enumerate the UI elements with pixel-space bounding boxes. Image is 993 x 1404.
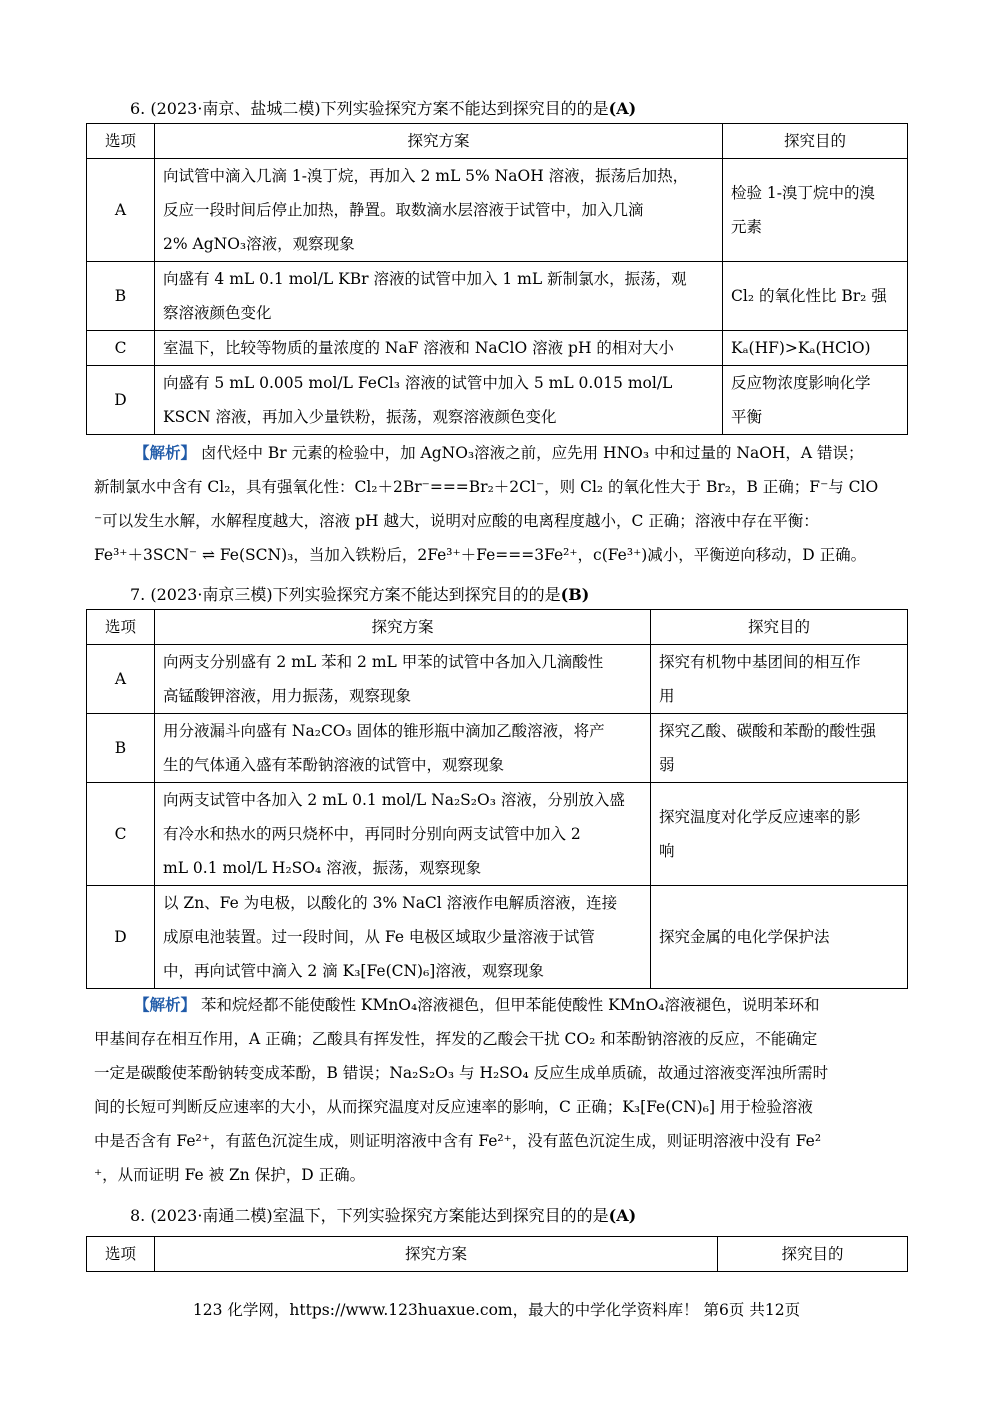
scheme-cell	[155, 886, 651, 989]
option-label: C	[87, 783, 155, 886]
purpose-cell	[723, 159, 908, 262]
question-7-stem	[130, 582, 589, 605]
purpose-line: 检验 1-溴丁烷中的溴	[731, 184, 876, 202]
scheme-line: 向试管中滴入几滴 1-溴丁烷，再加入 2 mL 5% NaOH 溶液，振荡后加热，	[163, 167, 689, 185]
header-option: 选项	[87, 1237, 155, 1272]
header-purpose: 探究目的	[651, 610, 908, 645]
question-8-table	[86, 1236, 908, 1272]
analysis-text: 苯和烷烃都不能使酸性 KMnO₄溶液褪色，但甲苯能使酸性 KMnO₄溶液褪色，说明苯环和	[196, 996, 820, 1014]
analysis-line: ⁻可以发生水解，水解程度越大，溶液 pH 越大，说明对应酸的电离程度越小，C 正确；溶液中存在平衡：	[94, 512, 819, 530]
purpose-line: Cl₂ 的氧化性比 Br₂ 强	[731, 287, 887, 305]
option-label: D	[87, 886, 155, 989]
header-scheme: 探究方案	[155, 124, 723, 159]
question-6-table	[86, 123, 908, 435]
analysis-tag: 【解析】	[134, 443, 197, 462]
table-header-row	[87, 1237, 908, 1272]
table-row	[87, 366, 908, 435]
question-6-analysis	[94, 436, 908, 572]
table-row	[87, 886, 908, 989]
analysis-line: 甲基间存在相互作用，A 正确；乙酸具有挥发性，挥发的乙酸会干扰 CO₂ 和苯酚钠溶液的反应，不能确定	[94, 1030, 818, 1048]
scheme-line: 向盛有 4 mL 0.1 mol/L KBr 溶液的试管中加入 1 mL 新制氯水，振荡，观	[163, 270, 687, 288]
option-label: D	[87, 366, 155, 435]
purpose-cell	[651, 714, 908, 783]
question-7-table	[86, 609, 908, 989]
scheme-cell	[155, 159, 723, 262]
question-7-analysis	[94, 988, 908, 1192]
scheme-line: 用分液漏斗向盛有 Na₂CO₃ 固体的锥形瓶中滴加乙酸溶液，将产	[163, 722, 605, 740]
page-footer: 123 化学网，https://www.123huaxue.com，最大的中学化学资料库！ 第6页 共12页	[192, 1301, 801, 1319]
analysis-line: Fe³⁺＋3SCN⁻ ⇌ Fe(SCN)₃，当加入铁粉后，2Fe³⁺＋Fe===3Fe²⁺，c(Fe³⁺)减小，平衡逆向移动，D 正确。	[94, 546, 867, 564]
table-row	[87, 783, 908, 886]
table-row	[87, 714, 908, 783]
header-option: 选项	[87, 610, 155, 645]
header-option: 选项	[87, 124, 155, 159]
scheme-line: 高锰酸钾溶液，用力振荡，观察现象	[163, 687, 412, 705]
purpose-cell	[651, 783, 908, 886]
scheme-line: 成原电池装置。过一段时间，从 Fe 电极区域取少量溶液于试管	[163, 928, 595, 946]
scheme-cell	[155, 714, 651, 783]
header-purpose: 探究目的	[718, 1237, 908, 1272]
analysis-line: 一定是碳酸使苯酚钠转变成苯酚，B 错误；Na₂S₂O₃ 与 H₂SO₄ 反应生成单质硫，故通过溶液变浑浊所需时	[94, 1064, 829, 1082]
scheme-cell	[155, 262, 723, 331]
purpose-cell	[651, 645, 908, 714]
scheme-line: 向盛有 5 mL 0.005 mol/L FeCl₃ 溶液的试管中加入 5 mL 0.015 mol/L	[163, 374, 673, 392]
table-header-row	[87, 610, 908, 645]
scheme-line: mL 0.1 mol/L H₂SO₄ 溶液，振荡，观察现象	[163, 859, 482, 877]
scheme-line: KSCN 溶液，再加入少量铁粉，振荡，观察溶液颜色变化	[163, 408, 557, 426]
analysis-line: 新制氯水中含有 Cl₂，具有强氧化性：Cl₂＋2Br⁻===Br₂＋2Cl⁻，则 Cl₂ 的氧化性大于 Br₂，B 正确；F⁻与 ClO	[94, 478, 879, 496]
header-purpose: 探究目的	[723, 124, 908, 159]
option-label: A	[87, 645, 155, 714]
purpose-line: 反应物浓度影响化学	[731, 374, 871, 392]
scheme-line: 有冷水和热水的两只烧杯中，再同时分别向两支试管中加入 2	[163, 825, 581, 843]
header-scheme: 探究方案	[155, 1237, 718, 1272]
purpose-line: Kₐ(HF)>Kₐ(HClO)	[731, 339, 871, 357]
purpose-line: 平衡	[731, 408, 763, 426]
purpose-line: 探究乙酸、碳酸和苯酚的酸性强	[659, 722, 877, 740]
scheme-cell	[155, 783, 651, 886]
purpose-line: 响	[659, 842, 675, 860]
purpose-line: 元素	[731, 218, 763, 236]
scheme-line: 反应一段时间后停止加热，静置。取数滴水层溶液于试管中，加入几滴	[163, 201, 644, 219]
scheme-line: 向两支分别盛有 2 mL 苯和 2 mL 甲苯的试管中各加入几滴酸性	[163, 653, 604, 671]
analysis-line: ⁺，从而证明 Fe 被 Zn 保护，D 正确。	[94, 1166, 366, 1184]
analysis-line	[94, 436, 908, 470]
option-label: A	[87, 159, 155, 262]
question-6-answer: (A)	[608, 99, 637, 118]
question-8-text: 8. (2023·南通二模)室温下，下列实验探究方案能达到探究目的的是	[130, 1206, 609, 1225]
purpose-line: 探究金属的电化学保护法	[659, 928, 830, 946]
analysis-line	[94, 988, 908, 1022]
purpose-cell	[651, 886, 908, 989]
table-row	[87, 331, 908, 366]
option-label: C	[87, 331, 155, 366]
question-7-answer: (B)	[560, 585, 590, 604]
scheme-cell	[155, 331, 723, 366]
question-8-answer: (A)	[608, 1206, 637, 1225]
table-header-row	[87, 124, 908, 159]
scheme-line: 生的气体通入盛有苯酚钠溶液的试管中，观察现象	[163, 756, 505, 774]
question-7-text: 7. (2023·南京三模)下列实验探究方案不能达到探究目的的是	[130, 585, 561, 604]
analysis-line: 中是否含有 Fe²⁺，有蓝色沉淀生成，则证明溶液中含有 Fe²⁺，没有蓝色沉淀生成，则证明溶液中没有 Fe²	[94, 1132, 822, 1150]
analysis-line: 间的长短可判断反应速率的大小，从而探究温度对反应速率的影响，C 正确；K₃[Fe(CN)₆] 用于检验溶液	[94, 1098, 813, 1116]
scheme-line: 向两支试管中各加入 2 mL 0.1 mol/L Na₂S₂O₃ 溶液，分别放入盛	[163, 791, 625, 809]
scheme-cell	[155, 645, 651, 714]
purpose-cell	[723, 366, 908, 435]
table-row	[87, 262, 908, 331]
scheme-line: 以 Zn、Fe 为电极，以酸化的 3% NaCl 溶液作电解质溶液，连接	[163, 894, 618, 912]
question-6-text: 6. (2023·南京、盐城二模)下列实验探究方案不能达到探究目的的是	[130, 99, 609, 118]
scheme-line: 2% AgNO₃溶液，观察现象	[163, 235, 355, 253]
purpose-line: 用	[659, 687, 675, 705]
purpose-cell	[723, 262, 908, 331]
scheme-line: 察溶液颜色变化	[163, 304, 272, 322]
scheme-cell	[155, 366, 723, 435]
scheme-line: 室温下，比较等物质的量浓度的 NaF 溶液和 NaClO 溶液 pH 的相对大小	[163, 339, 674, 357]
option-label: B	[87, 262, 155, 331]
purpose-line: 探究温度对化学反应速率的影	[659, 808, 861, 826]
table-row	[87, 159, 908, 262]
question-8-stem	[130, 1203, 636, 1226]
header-scheme: 探究方案	[155, 610, 651, 645]
purpose-line: 探究有机物中基团间的相互作	[659, 653, 861, 671]
table-row	[87, 645, 908, 714]
option-label: B	[87, 714, 155, 783]
analysis-tag: 【解析】	[134, 995, 197, 1014]
purpose-cell	[723, 331, 908, 366]
question-6-stem	[130, 96, 636, 119]
scheme-line: 中，再向试管中滴入 2 滴 K₃[Fe(CN)₆]溶液，观察现象	[163, 962, 544, 980]
analysis-text: 卤代烃中 Br 元素的检验中，加 AgNO₃溶液之前，应先用 HNO₃ 中和过量的 NaOH，A 错误；	[196, 444, 864, 462]
purpose-line: 弱	[659, 756, 675, 774]
